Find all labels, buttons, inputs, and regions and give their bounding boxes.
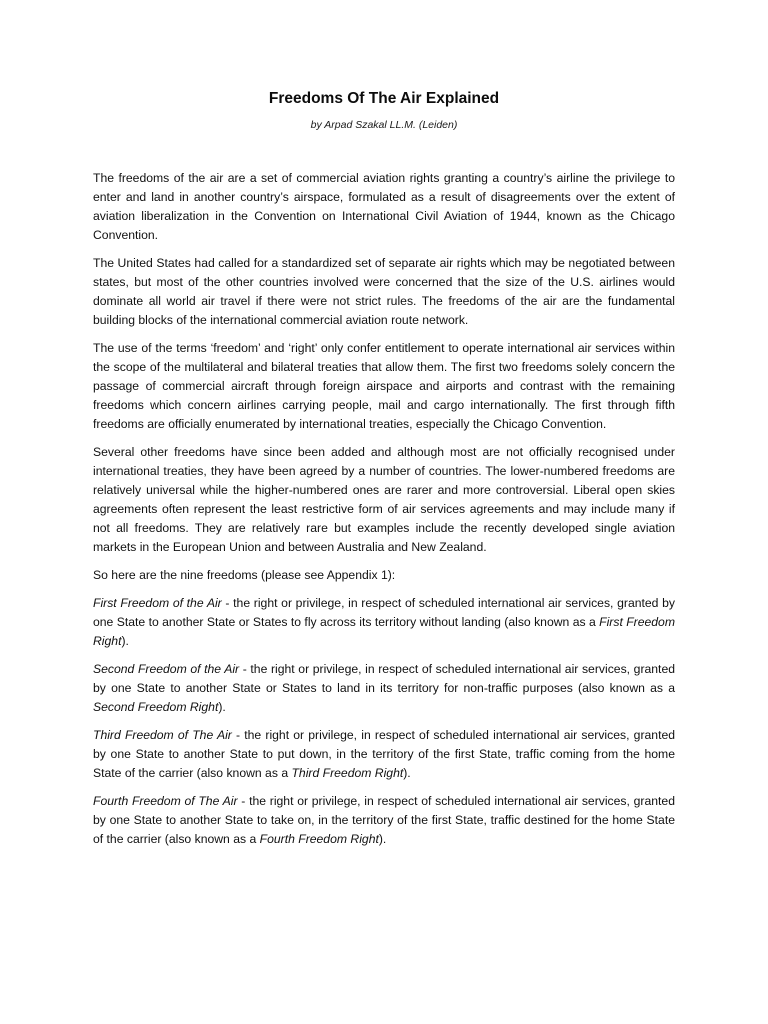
freedom-3-paragraph <box>93 726 675 783</box>
freedom-1-name: First Freedom of the Air <box>93 596 222 610</box>
freedom-1-paragraph <box>93 594 675 651</box>
freedom-2-end: ). <box>218 700 226 714</box>
freedom-2-right: Second Freedom Right <box>93 700 219 714</box>
paragraph-united-states: The United States had called for a standardized set of separate air rights which may be negotiated between states, but most of the other countries involved were concerned that the size of the U.S. airlines would dominate all world air travel if there were not strict rules. The freedoms of the air are the fundamental building blocks of the international commercial aviation route network. <box>93 256 675 327</box>
freedom-2-name: Second Freedom of the Air <box>93 662 240 676</box>
freedom-2-paragraph <box>93 660 675 717</box>
freedom-3-right: Third Freedom Right <box>291 766 404 780</box>
freedom-4-text: - the right or privilege, in respect of scheduled international air services, granted by one State to another State to take on, in the territory of the first State, traffic destined for the home State of the carrier (also known as a <box>93 794 675 846</box>
document-body <box>93 169 675 849</box>
freedom-3-end: ). <box>403 766 411 780</box>
freedom-1-text: - the right or privilege, in respect of scheduled international air services, granted by one State to another State or States to fly across its territory without landing (also known as a <box>93 596 675 629</box>
paragraph-terms: The use of the terms ‘freedom’ and ‘right’ only confer entitlement to operate international air services within the scope of the multilateral and bilateral treaties that allow them. The first two freedoms solely concern the passage of commercial aircraft through foreign airspace and airports and contrast with the remaining freedoms which concern airlines carrying people, mail and cargo internationally. The first through fifth freedoms are officially enumerated by international treaties, especially the Chicago Convention. <box>93 341 675 431</box>
freedom-1-right: First Freedom Right <box>93 615 675 648</box>
freedom-3-name: Third Freedom of The Air <box>93 728 232 742</box>
paragraph-intro: The freedoms of the air are a set of commercial aviation rights granting a country’s airline the privilege to enter and land in another country’s airspace, formulated as a result of disagreements over the extent of aviation liberalization in the Convention on International Civil Aviation of 1944, known as the Chicago Convention. <box>93 171 675 242</box>
freedom-4-end: ). <box>378 832 387 846</box>
author-byline: by Arpad Szakal LL.M. (Leiden) <box>310 119 458 131</box>
document-title: Freedoms Of The Air Explained <box>268 90 500 107</box>
freedom-4-paragraph <box>93 792 675 849</box>
freedom-1-end: ). <box>121 634 129 648</box>
freedom-2-text: - the right or privilege, in respect of scheduled international air services, granted by one State to another State or States to land in its territory for non-traffic purposes (also known as a <box>93 662 675 695</box>
paragraph-nine-freedoms-intro: So here are the nine freedoms (please see Appendix 1): <box>93 568 396 582</box>
freedom-3-text: - the right or privilege, in respect of scheduled international air services, granted by one State to another State to put down, in the territory of the first State, traffic coming from the home State of the carrier (also known as a <box>93 728 676 780</box>
freedom-4-right: Fourth Freedom Right <box>259 832 379 846</box>
paragraph-other-freedoms: Several other freedoms have since been added and although most are not officially recognised under international treaties, they have been agreed by a number of countries. The lower-numbered freedoms are relatively universal while the higher-numbered ones are rarer and more controversial. Liberal open skies agreements often represent the least restrictive form of air services agreements and may include many if not all freedoms. They are relatively rare but examples include the recently developed single aviation markets in the European Union and between Australia and New Zealand. <box>93 445 675 554</box>
freedom-4-name: Fourth Freedom of The Air <box>93 794 238 808</box>
